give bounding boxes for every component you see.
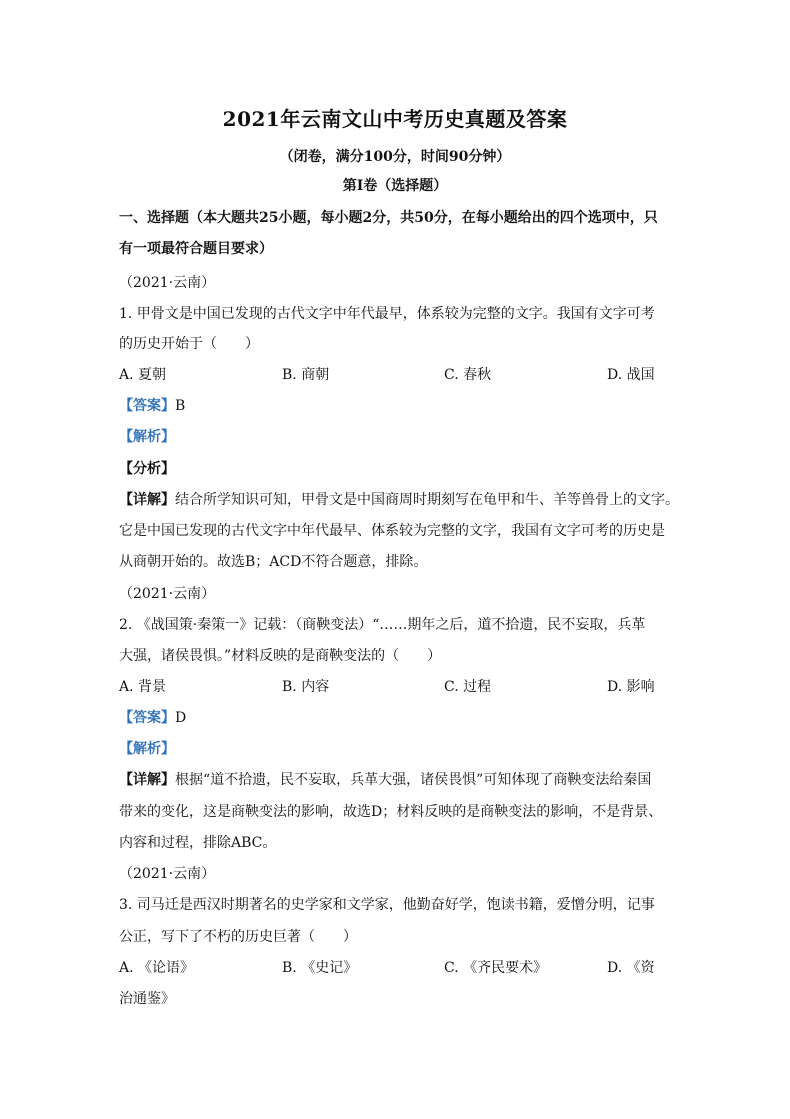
q1-detail-line-2: 它是中国已发现的古代文字中年代最早、体系较为完整的文字，我国有文字可考的历史是 bbox=[119, 523, 665, 539]
q1-option-b: B. 商朝 bbox=[282, 367, 330, 383]
answer-value: B bbox=[175, 398, 186, 414]
section-header-line-2: 有一项最符合题目要求） bbox=[119, 241, 273, 257]
answer-value: D bbox=[175, 710, 187, 726]
q2-source: （2021·云南） bbox=[119, 586, 216, 602]
q1-stem-line-2: 的历史开始于（ ） bbox=[119, 336, 259, 352]
q1-stem-line-1: 1. 甲骨文是中国已发现的古代文字中年代最早，体系较为完整的文字。我国有文字可考 bbox=[119, 306, 655, 322]
q1-option-c: C. 春秋 bbox=[444, 367, 492, 383]
q2-option-a: A. 背景 bbox=[119, 679, 167, 695]
q3-stem-line-1: 3. 司马迁是西汉时期著名的史学家和文学家，他勤奋好学，饱读书籍，爱憎分明，记事 bbox=[119, 897, 655, 913]
q3-option-c: C. 《齐民要术》 bbox=[444, 960, 548, 976]
q3-option-b: B. 《史记》 bbox=[282, 960, 358, 976]
exam-subtitle: （闭卷，满分100分，时间90分钟） bbox=[279, 149, 511, 165]
q2-analysis bbox=[119, 738, 679, 758]
detail-tag: 【详解】 bbox=[119, 492, 175, 508]
q1-analysis bbox=[119, 426, 679, 446]
detail-tag: 【详解】 bbox=[119, 772, 175, 788]
q2-answer bbox=[119, 707, 679, 727]
answer-tag: 【答案】 bbox=[119, 710, 175, 726]
q2-option-c: C. 过程 bbox=[444, 679, 492, 695]
q2-stem-line-1: 2. 《战国策·秦策一》记载：（商鞅变法）“……期年之后，道不拾遗，民不妄取，兵革 bbox=[119, 617, 646, 633]
q1-option-d: D. 战国 bbox=[607, 367, 655, 383]
q3-option-d: D. 《资 bbox=[607, 960, 655, 976]
q1-detail-line-3: 从商朝开始的。故选B；ACD不符合题意，排除。 bbox=[119, 554, 428, 570]
q3-option-a: A. 《论语》 bbox=[119, 960, 195, 976]
analysis-tag: 【解析】 bbox=[119, 429, 175, 445]
q2-detail-line-1 bbox=[119, 769, 679, 789]
q1-source: （2021·云南） bbox=[119, 275, 216, 291]
detail-text: 根据“道不拾遗，民不妄取，兵革大强，诸侯畏惧”可知体现了商鞅变法给秦国 bbox=[175, 772, 652, 788]
q3-source: （2021·云南） bbox=[119, 866, 216, 882]
q1-answer bbox=[119, 395, 679, 415]
q1-option-a: A. 夏朝 bbox=[119, 367, 167, 383]
q2-detail-line-2: 带来的变化，这是商鞅变法的影响，故选D；材料反映的是商鞅变法的影响，不是背景、 bbox=[119, 804, 663, 820]
document-title: 2021年云南文山中考历史真题及答案 bbox=[222, 107, 568, 131]
analysis-tag: 【解析】 bbox=[119, 741, 175, 757]
volume-heading: 第Ⅰ卷（选择题） bbox=[342, 178, 448, 194]
detail-text: 结合所学知识可知，甲骨文是中国商周时期刻写在龟甲和牛、羊等兽骨上的文字。 bbox=[175, 492, 679, 508]
q3-option-d-continued: 治通鉴》 bbox=[119, 991, 175, 1007]
section-header-line-1: 一、选择题（本大题共25小题，每小题2分，共50分，在每小题给出的四个选项中，只 bbox=[119, 210, 658, 226]
answer-tag: 【答案】 bbox=[119, 398, 175, 414]
q2-detail-line-3: 内容和过程，排除ABC。 bbox=[119, 835, 277, 851]
q1-fenxi: 【分析】 bbox=[119, 461, 175, 477]
q2-stem-line-2: 大强，诸侯畏惧。”材料反映的是商鞅变法的（ ） bbox=[119, 648, 442, 664]
q1-detail-line-1 bbox=[119, 489, 679, 509]
q2-option-b: B. 内容 bbox=[282, 679, 330, 695]
q2-option-d: D. 影响 bbox=[607, 679, 655, 695]
q3-stem-line-2: 公正，写下了不朽的历史巨著（ ） bbox=[119, 929, 357, 945]
